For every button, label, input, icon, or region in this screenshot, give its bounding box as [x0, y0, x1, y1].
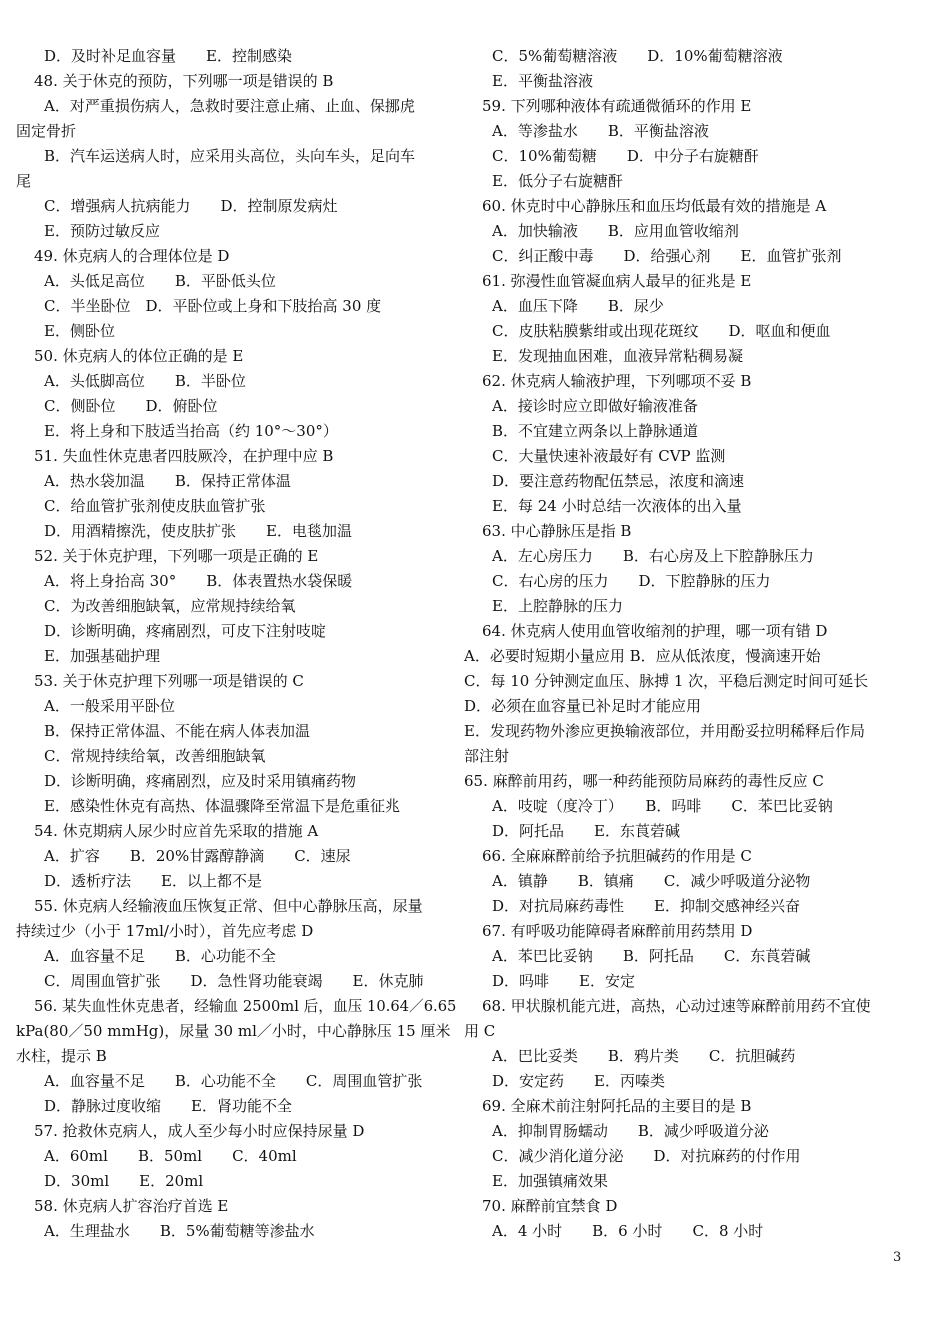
text-line: A．头低脚高位 B．半卧位 [44, 372, 246, 390]
text-line: D．吗啡 E．安定 [492, 972, 635, 990]
text-line: 70. 麻醉前宜禁食 D [482, 1197, 618, 1215]
text-line: 尾 [16, 172, 32, 190]
text-line: E．将上身和下肢适当抬高（约 10°～30°） [44, 422, 338, 440]
text-line: E．平衡盐溶液 [492, 72, 593, 90]
text-line: D．30ml E．20ml [44, 1172, 204, 1190]
text-line: 63. 中心静脉压是指 B [482, 522, 632, 540]
text-line: A．吱啶（度冷丁） B．吗啡 C．苯巴比妥钠 [492, 797, 833, 815]
text-line: 56. 某失血性休克患者，经输血 2500ml 后，血压 10.64／6.65 [34, 997, 457, 1015]
text-line: 54. 休克期病人尿少时应首先采取的措施 A [34, 822, 319, 840]
text-line: 62. 休克病人输液护理，下列哪项不妥 B [482, 372, 752, 390]
text-line: 持续过少（小于 17ml/小时），首先应考虑 D [16, 922, 314, 940]
text-line: C．皮肤粘膜紫绀或出现花斑纹 D．呕血和便血 [492, 322, 831, 340]
text-line: A．对严重损伤病人，急救时要注意止痛、止血、保挪虎 [44, 97, 415, 115]
text-line: D．静脉过度收缩 E．肾功能不全 [44, 1097, 292, 1115]
text-line: E．侧卧位 [44, 322, 115, 340]
text-line: C．半坐卧位 D．平卧位或上身和下肢抬高 30 度 [44, 297, 382, 315]
text-line: 68. 甲状腺机能亢进，高热，心动过速等麻醉前用药不宜使 [482, 997, 871, 1015]
text-line: B．不宜建立两条以上静脉通道 [492, 422, 699, 440]
text-line: A．血容量不足 B．心功能不全 C．周围血管扩张 [44, 1072, 423, 1090]
text-line: E．发现药物外渗应更换输液部位，并用酚妥拉明稀释后作局 [464, 722, 865, 740]
text-line: E．上腔静脉的压力 [492, 597, 623, 615]
text-line: A．等渗盐水 B．平衡盐溶液 [492, 122, 709, 140]
text-line: A．60ml B．50ml C．40ml [44, 1147, 297, 1165]
text-line: E．感染性休克有高热、体温骤降至常温下是危重征兆 [44, 797, 400, 815]
text-line: 部注射 [464, 747, 510, 765]
text-line: A．血压下降 B．尿少 [492, 297, 664, 315]
text-line: D．要注意药物配伍禁忌，浓度和滴速 [492, 472, 745, 490]
text-line: 58. 休克病人扩容治疗首选 E [34, 1197, 229, 1215]
text-line: D．用酒精擦洗，使皮肤扩张 E．电毯加温 [44, 522, 352, 540]
left-column [16, 44, 456, 1244]
text-line: 67. 有呼吸功能障碍者麻醉前用药禁用 D [482, 922, 753, 940]
text-line: 52. 关于休克护理，下列哪一项是正确的 E [34, 547, 319, 565]
text-line: 水柱，提示 B [16, 1047, 107, 1065]
text-line: C．10%葡萄糖 D．中分子右旋糖酐 [492, 147, 759, 165]
text-line: 固定骨折 [16, 122, 77, 140]
text-line: B．保持正常体温、不能在病人体表加温 [44, 722, 311, 740]
text-line: A．加快输液 B．应用血管收缩剂 [492, 222, 739, 240]
text-line: E．每 24 小时总结一次液体的出入量 [492, 497, 742, 515]
text-line: 51. 失血性休克患者四肢厥冷，在护理中应 B [34, 447, 334, 465]
text-line: C．给血管扩张剂使皮肤血管扩张 [44, 497, 266, 515]
text-line: D．必须在血容量已补足时才能应用 [464, 697, 702, 715]
text-line: E．加强镇痛效果 [492, 1172, 608, 1190]
text-line: A．巴比妥类 B．鸦片类 C．抗胆碱药 [492, 1047, 796, 1065]
text-line: 61. 弥漫性血管凝血病人最早的征兆是 E [482, 272, 752, 290]
text-line: A．镇静 B．镇痛 C．减少呼吸道分泌物 [492, 872, 811, 890]
text-line: C．纠正酸中毒 D．给强心剂 E．血管扩张剂 [492, 247, 842, 265]
text-line: D．及时补足血容量 E．控制感染 [44, 47, 292, 65]
right-column [464, 44, 912, 1244]
text-line: A．将上身抬高 30° B．体表置热水袋保暖 [44, 572, 353, 590]
text-line: C．为改善细胞缺氧，应常规持续给氧 [44, 597, 296, 615]
text-line: D．诊断明确，疼痛剧烈，应及时采用镇痛药物 [44, 772, 357, 790]
text-line: 50. 休克病人的体位正确的是 E [34, 347, 244, 365]
text-line: E．加强基础护理 [44, 647, 160, 665]
text-line: A．抑制胃肠蠕动 B．减少呼吸道分泌 [492, 1122, 769, 1140]
text-line: C．每 10 分钟测定血压、脉搏 1 次，平稳后测定时间可延长 [464, 672, 869, 690]
text-line: A．必要时短期小量应用 B．应从低浓度，慢滴速开始 [464, 647, 821, 665]
text-line: A．生理盐水 B．5%葡萄糖等渗盐水 [44, 1222, 315, 1240]
text-line: 53. 关于休克护理下列哪一项是错误的 C [34, 672, 304, 690]
text-line: A．头低足高位 B．平卧低头位 [44, 272, 276, 290]
text-line: 用 C [464, 1022, 496, 1040]
text-line: A．血容量不足 B．心功能不全 [44, 947, 276, 965]
text-line: A．左心房压力 B．右心房及上下腔静脉压力 [492, 547, 814, 565]
text-line: C．大量快速补液最好有 CVP 监测 [492, 447, 726, 465]
text-line: C．周围血管扩张 D．急性肾功能衰竭 E．休克肺 [44, 972, 424, 990]
page-number: 3 [893, 1250, 902, 1265]
text-line: A．接诊时应立即做好输液准备 [492, 397, 698, 415]
text-line: E．预防过敏反应 [44, 222, 160, 240]
text-line: C．常规持续给氧，改善细胞缺氧 [44, 747, 266, 765]
text-line: kPa(80／50 mmHg)，尿量 30 ml／小时，中心静脉压 15 厘米 [16, 1022, 451, 1040]
text-line: 49. 休克病人的合理体位是 D [34, 247, 230, 265]
text-line: 59. 下列哪种液体有疏通微循环的作用 E [482, 97, 752, 115]
text-line: A．热水袋加温 B．保持正常体温 [44, 472, 291, 490]
text-line: 66. 全麻麻醉前给予抗胆碱药的作用是 C [482, 847, 752, 865]
text-line: B．汽车运送病人时，应采用头高位，头向车头，足向车 [44, 147, 416, 165]
text-line: 48. 关于休克的预防，下列哪一项是错误的 B [34, 72, 334, 90]
text-line: 69. 全麻术前注射阿托品的主要目的是 B [482, 1097, 752, 1115]
text-line: 60. 休克时中心静脉压和血压均低最有效的措施是 A [482, 197, 827, 215]
text-line: D．诊断明确，疼痛剧烈，可皮下注射吱啶 [44, 622, 327, 640]
text-line: 64. 休克病人使用血管收缩剂的护理，哪一项有错 D [482, 622, 828, 640]
text-line: D．透析疗法 E．以上都不是 [44, 872, 262, 890]
text-line: C．减少消化道分泌 D．对抗麻药的付作用 [492, 1147, 801, 1165]
text-line: C．侧卧位 D．俯卧位 [44, 397, 218, 415]
text-line: A．一般采用平卧位 [44, 697, 175, 715]
text-line: D．安定药 E．丙嗪类 [492, 1072, 665, 1090]
text-line: 65. 麻醉前用药，哪一种药能预防局麻药的毒性反应 C [464, 772, 824, 790]
text-line: D．阿托品 E．东莨菪碱 [492, 822, 680, 840]
text-line: C．右心房的压力 D．下腔静脉的压力 [492, 572, 771, 590]
text-line: 55. 休克病人经输液血压恢复正常、但中心静脉压高，尿量 [34, 897, 423, 915]
text-line: C．5%葡萄糖溶液 D．10%葡萄糖溶液 [492, 47, 783, 65]
text-line: C．增强病人抗病能力 D．控制原发病灶 [44, 197, 338, 215]
text-line: 57. 抢救休克病人，成人至少每小时应保持尿量 D [34, 1122, 365, 1140]
text-line: A．扩容 B．20%甘露醇静滴 C．速尿 [44, 847, 351, 865]
text-line: E．低分子右旋糖酐 [492, 172, 623, 190]
text-line: D．对抗局麻药毒性 E．抑制交感神经兴奋 [492, 897, 800, 915]
text-line: E．发现抽血困难，血液异常粘稠易凝 [492, 347, 743, 365]
text-line: A．苯巴比妥钠 B．阿托品 C．东莨菪碱 [492, 947, 811, 965]
text-line: A．4 小时 B．6 小时 C．8 小时 [492, 1222, 764, 1240]
